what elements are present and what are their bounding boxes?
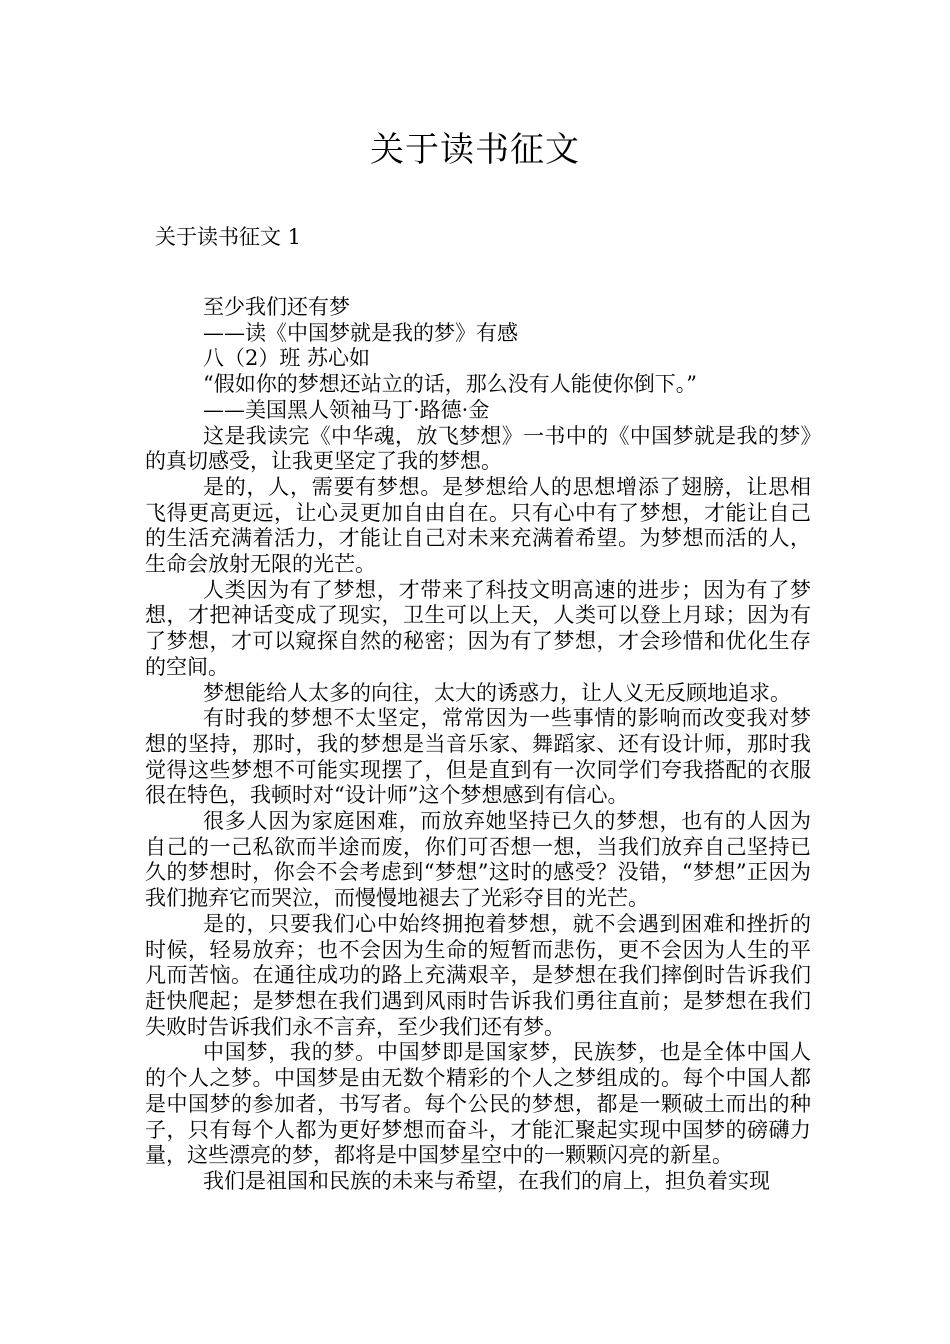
paragraph-2: 是的，人，需要有梦想。是梦想给人的思想增添了翅膀，让思相飞得更高更远，让心灵更加自由自在。只有心中有了梦想，才能让自己的生活充满着活力，才能让自己对未来充满着希望。为梦想而活的人，生命会放射无限的光芒。 — [145, 474, 811, 577]
paragraph-4: 梦想能给人太多的向往，太大的诱惑力，让人义无反顾地追求。 — [203, 680, 791, 705]
document-title: 关于读书征文 — [370, 130, 580, 170]
paragraph-8: 中国梦，我的梦。中国梦即是国家梦，民族梦，也是全体中国人的个人之梦。中国梦是由无数个精彩的个人之梦组成的。每个中国人都是中国梦的参加者，书写者。每个公民的梦想，都是一颗破土而出的种子，只有每个人都为更好梦想而奋斗，才能汇聚起实现中国梦的磅礴力量，这些漂亮的梦，都将是中国梦星空中的一颗颗闪亮的新星。 — [145, 1040, 811, 1168]
paragraph-9: 我们是祖国和民族的未来与希望，在我们的肩上，担负着实现 — [203, 1168, 770, 1193]
paragraph-7: 是的，只要我们心中始终拥抱着梦想，就不会遇到困难和挫折的时候，轻易放弃；也不会因为生命的短暂而悲伤，更不会因为人生的平凡而苦恼。在通往成功的路上充满艰辛，是梦想在我们摔倒时告诉我们赶快爬起；是梦想在我们遇到风雨时告诉我们勇往直前；是梦想在我们失败时告诉我们永不言弃，至少我们还有梦。 — [145, 911, 811, 1039]
essay-title: 至少我们还有梦 — [203, 295, 350, 319]
essay-body — [145, 295, 811, 1195]
paragraph-1: 这是我读完《中华魂，放飞梦想》一书中的《中国梦就是我的梦》的真切感受，让我更坚定了我的梦想。 — [145, 423, 811, 474]
paragraph-3: 人类因为有了梦想，才带来了科技文明高速的进步；因为有了梦想，才把神话变成了现实，卫生可以上天，人类可以登上月球；因为有了梦想，才可以窥探自然的秘密；因为有了梦想，才会珍惜和优化生存的空间。 — [145, 577, 811, 679]
epigraph-quote: “假如你的梦想还站立的话，那么没有人能使你倒下。” — [203, 372, 697, 397]
section-heading: 关于读书征文 1 — [155, 225, 302, 249]
epigraph-attribution: ——美国黑人领袖马丁·路德·金 — [203, 397, 490, 422]
essay-author: 八（2）班 苏心如 — [203, 346, 371, 371]
essay-subtitle: ——读《中国梦就是我的梦》有感 — [203, 320, 518, 345]
paragraph-6: 很多人因为家庭困难，而放弃她坚持已久的梦想，也有的人因为自己的一己私欲而半途而废，你们可否想一想，当我们放弃自己坚持已久的梦想时，你会不会考虑到“梦想”这时的感受？没错，“梦想”正因为我们抛弃它而哭泣，而慢慢地褪去了光彩夺目的光芒。 — [145, 809, 811, 911]
paragraph-5: 有时我的梦想不太坚定，常常因为一些事情的影响而改变我对梦想的坚持，那时，我的梦想是当音乐家、舞蹈家、还有设计师，那时我觉得这些梦想不可能实现摆了，但是直到有一次同学们夸我搭配的衣服很在特色，我顿时对“设计师”这个梦想感到有信心。 — [145, 706, 811, 808]
